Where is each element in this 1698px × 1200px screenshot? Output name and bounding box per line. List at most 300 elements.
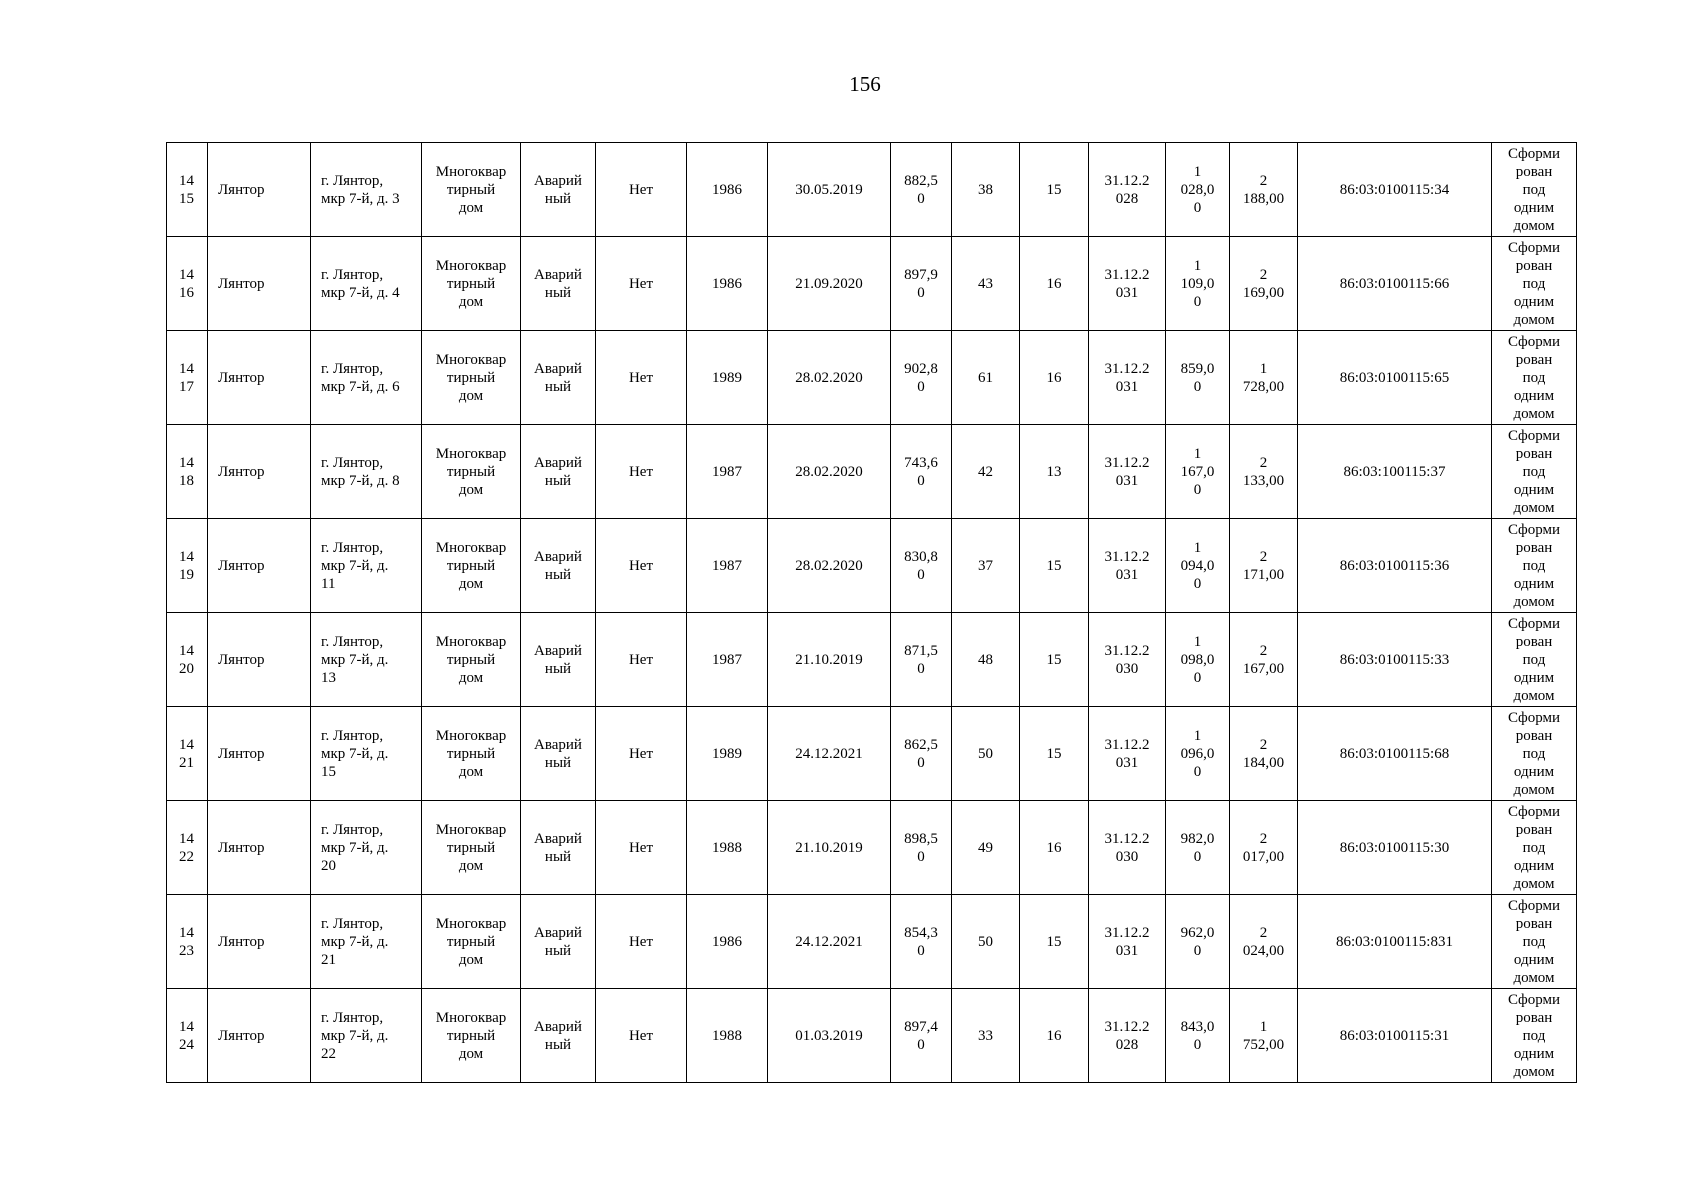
city-cell [208,707,311,801]
land-status-text: под [1522,651,1546,668]
address-cell [311,519,422,613]
apartments-cell [1020,613,1089,707]
flag-text: Нет [628,181,654,198]
condition-status-text: ный [544,1036,572,1053]
land-status-text: одним [1513,857,1555,874]
flag-cell [596,143,687,237]
apartments-cell [1020,143,1089,237]
address-text: мкр 7-й, д. [321,745,389,762]
area-cell [891,425,952,519]
city-cell [208,613,311,707]
table-row [167,143,1577,237]
residents-cell [952,143,1020,237]
residents-cell [952,331,1020,425]
address-text: мкр 7-й, д. [321,557,389,574]
city-text: Лянтор [218,463,265,480]
deadline-text: 031 [1115,566,1139,583]
deadline-cell [1089,331,1166,425]
value-b-text: 1 [1259,1018,1268,1035]
condition-status-text: Аварий [534,172,582,189]
row-number-cell [167,613,208,707]
area-text: 0 [917,848,925,865]
condition-status-cell [521,143,596,237]
building-type-text: Многоквар [435,163,507,180]
value-b-cell [1230,143,1298,237]
value-b-text: 188,00 [1242,190,1285,207]
apartments-cell [1020,425,1089,519]
address-text: 13 [321,669,336,686]
value-a-cell [1166,237,1230,331]
residents-text: 37 [978,557,993,574]
land-status-text: одним [1513,951,1555,968]
land-status-text: одним [1513,481,1555,498]
building-type-text: тирный [446,651,496,668]
residents-text: 61 [978,369,993,386]
area-text: 0 [917,942,925,959]
decision-date-text: 21.09.2020 [795,275,863,292]
land-status-text: домом [1513,969,1555,986]
city-text: Лянтор [218,839,265,856]
area-text: 0 [917,660,925,677]
address-text: 22 [321,1045,336,1062]
value-b-text: 2 [1259,642,1268,659]
value-b-cell [1230,425,1298,519]
land-status-cell [1492,425,1577,519]
building-type-text: тирный [446,463,496,480]
city-text: Лянтор [218,933,265,950]
building-type-text: тирный [446,557,496,574]
address-cell [311,331,422,425]
table-row [167,895,1577,989]
area-text: 0 [917,754,925,771]
cadastral-number-cell [1298,237,1492,331]
condition-status-text: Аварий [534,266,582,283]
apartments-cell [1020,519,1089,613]
land-status-text: рован [1515,445,1553,462]
address-cell [311,143,422,237]
value-b-cell [1230,519,1298,613]
year-built-cell [687,707,768,801]
flag-text: Нет [628,463,654,480]
land-status-text: одним [1513,575,1555,592]
decision-date-text: 01.03.2019 [795,1027,863,1044]
row-number-cell [167,143,208,237]
row-number-cell [167,895,208,989]
decision-date-text: 28.02.2020 [795,463,863,480]
year-built-text: 1986 [712,181,742,198]
residents-cell [952,895,1020,989]
apartments-cell [1020,237,1089,331]
condition-status-text: Аварий [534,924,582,941]
address-text: мкр 7-й, д. [321,651,389,668]
flag-text: Нет [628,275,654,292]
year-built-text: 1987 [712,557,742,574]
area-cell [891,801,952,895]
building-type-text: тирный [446,181,496,198]
land-status-cell [1492,801,1577,895]
table-row [167,425,1577,519]
apartments-text: 15 [1046,181,1062,198]
cadastral-number-text: 86:03:0100115:65 [1339,369,1450,386]
decision-date-cell [768,331,891,425]
area-text: 743,6 [904,454,938,471]
residents-text: 50 [978,933,993,950]
condition-status-cell [521,519,596,613]
condition-status-text: ный [544,848,572,865]
condition-status-text: ный [544,472,572,489]
deadline-text: 031 [1115,472,1139,489]
row-number-text: 14 [179,1018,194,1035]
city-cell [208,237,311,331]
building-type-text: дом [458,293,484,310]
deadline-text: 031 [1115,754,1139,771]
value-a-cell [1166,519,1230,613]
value-b-text: 728,00 [1242,378,1285,395]
value-a-cell [1166,425,1230,519]
row-number-text: 14 [179,548,194,565]
land-status-cell [1492,707,1577,801]
apartments-text: 16 [1046,1027,1062,1044]
flag-cell [596,613,687,707]
building-type-text: дом [458,481,484,498]
row-number-text: 21 [179,754,194,771]
deadline-cell [1089,143,1166,237]
apartments-text: 15 [1046,933,1062,950]
land-status-text: под [1522,463,1546,480]
land-status-cell [1492,237,1577,331]
apartments-text: 13 [1046,463,1062,480]
deadline-text: 030 [1115,848,1139,865]
year-built-text: 1989 [712,369,742,386]
land-status-text: рован [1515,727,1553,744]
cadastral-number-cell [1298,331,1492,425]
value-b-text: 2 [1259,454,1268,471]
value-a-text: 0 [1193,669,1202,686]
land-status-cell [1492,895,1577,989]
apartments-cell [1020,989,1089,1083]
land-status-text: одним [1513,199,1555,216]
condition-status-cell [521,895,596,989]
building-type-cell [422,989,521,1083]
value-a-text: 1 [1193,445,1202,462]
address-text: 21 [321,951,336,968]
area-cell [891,895,952,989]
address-text: мкр 7-й, д. 6 [321,378,400,395]
city-cell [208,143,311,237]
deadline-text: 31.12.2 [1104,548,1150,565]
year-built-cell [687,989,768,1083]
flag-cell [596,895,687,989]
flag-text: Нет [628,839,654,856]
cadastral-number-cell [1298,143,1492,237]
decision-date-cell [768,613,891,707]
row-number-text: 15 [179,190,194,207]
value-a-text: 0 [1193,848,1202,865]
condition-status-cell [521,425,596,519]
address-text: мкр 7-й, д. [321,1027,389,1044]
apartments-text: 16 [1046,369,1062,386]
deadline-text: 028 [1115,1036,1139,1053]
area-text: 0 [917,378,925,395]
land-status-text: под [1522,557,1546,574]
area-cell [891,989,952,1083]
apartments-text: 16 [1046,839,1062,856]
area-cell [891,331,952,425]
building-type-text: тирный [446,745,496,762]
deadline-text: 031 [1115,284,1139,301]
building-type-text: дом [458,763,484,780]
flag-cell [596,237,687,331]
building-type-cell [422,331,521,425]
decision-date-text: 21.10.2019 [795,839,863,856]
row-number-text: 14 [179,642,194,659]
land-status-text: домом [1513,875,1555,892]
apartments-cell [1020,331,1089,425]
building-type-cell [422,801,521,895]
area-cell [891,707,952,801]
value-a-cell [1166,801,1230,895]
land-status-text: рован [1515,163,1553,180]
year-built-cell [687,801,768,895]
value-b-text: 2 [1259,266,1268,283]
address-text: мкр 7-й, д. [321,933,389,950]
building-type-cell [422,425,521,519]
value-a-text: 0 [1193,199,1202,216]
year-built-cell [687,331,768,425]
address-cell [311,425,422,519]
area-text: 902,8 [904,360,938,377]
building-type-text: дом [458,575,484,592]
decision-date-cell [768,895,891,989]
cadastral-number-text: 86:03:0100115:68 [1339,745,1450,762]
condition-status-text: Аварий [534,548,582,565]
value-a-text: 094,0 [1180,557,1215,574]
year-built-text: 1986 [712,275,742,292]
value-a-text: 1 [1193,727,1202,744]
value-b-text: 2 [1259,736,1268,753]
table-row [167,801,1577,895]
value-a-text: 0 [1193,575,1202,592]
deadline-text: 31.12.2 [1104,172,1150,189]
value-a-text: 1 [1193,633,1202,650]
cadastral-number-cell [1298,707,1492,801]
land-status-text: одним [1513,763,1555,780]
residents-cell [952,613,1020,707]
value-b-cell [1230,989,1298,1083]
area-text: 854,3 [904,924,938,941]
value-a-text: 109,0 [1180,275,1215,292]
address-text: г. Лянтор, [321,915,384,932]
cadastral-number-text: 86:03:0100115:66 [1339,275,1450,292]
row-number-cell [167,331,208,425]
value-a-text: 0 [1193,481,1202,498]
value-b-text: 2 [1259,924,1268,941]
flag-text: Нет [628,651,654,668]
deadline-cell [1089,519,1166,613]
land-status-text: Сформи [1507,427,1561,444]
land-status-cell [1492,143,1577,237]
year-built-text: 1989 [712,745,742,762]
address-text: г. Лянтор, [321,266,384,283]
building-type-text: тирный [446,275,496,292]
value-a-text: 098,0 [1180,651,1215,668]
row-number-text: 24 [179,1036,194,1053]
value-b-text: 133,00 [1242,472,1285,489]
year-built-cell [687,613,768,707]
deadline-text: 31.12.2 [1104,830,1150,847]
land-status-text: рован [1515,915,1553,932]
condition-status-text: Аварий [534,830,582,847]
deadline-text: 31.12.2 [1104,266,1150,283]
land-status-text: под [1522,933,1546,950]
land-status-text: Сформи [1507,333,1561,350]
deadline-cell [1089,237,1166,331]
land-status-cell [1492,519,1577,613]
building-type-cell [422,519,521,613]
year-built-text: 1988 [712,1027,742,1044]
land-status-text: домом [1513,593,1555,610]
apartments-cell [1020,707,1089,801]
condition-status-text: Аварий [534,454,582,471]
row-number-cell [167,989,208,1083]
value-b-cell [1230,613,1298,707]
row-number-cell [167,519,208,613]
city-cell [208,519,311,613]
value-a-text: 0 [1193,1036,1202,1053]
value-b-text: 017,00 [1242,848,1285,865]
address-text: мкр 7-й, д. 4 [321,284,400,301]
area-cell [891,519,952,613]
value-a-cell [1166,989,1230,1083]
address-text: 20 [321,857,336,874]
value-b-cell [1230,331,1298,425]
deadline-cell [1089,613,1166,707]
decision-date-cell [768,425,891,519]
address-text: мкр 7-й, д. [321,839,389,856]
row-number-cell [167,237,208,331]
year-built-cell [687,425,768,519]
cadastral-number-text: 86:03:0100115:30 [1339,839,1450,856]
condition-status-text: Аварий [534,736,582,753]
condition-status-cell [521,801,596,895]
condition-status-text: Аварий [534,360,582,377]
value-b-text: 184,00 [1242,754,1285,771]
deadline-text: 31.12.2 [1104,454,1150,471]
land-status-text: рован [1515,633,1553,650]
deadline-cell [1089,895,1166,989]
year-built-text: 1987 [712,651,742,668]
decision-date-cell [768,989,891,1083]
address-cell [311,707,422,801]
value-a-text: 843,0 [1180,1018,1215,1035]
row-number-cell [167,801,208,895]
value-a-cell [1166,707,1230,801]
cadastral-number-cell [1298,613,1492,707]
decision-date-cell [768,143,891,237]
row-number-text: 14 [179,360,194,377]
land-status-text: домом [1513,311,1555,328]
value-a-cell [1166,895,1230,989]
year-built-text: 1986 [712,933,742,950]
apartments-text: 15 [1046,651,1062,668]
flag-text: Нет [628,933,654,950]
condition-status-cell [521,707,596,801]
condition-status-text: ный [544,754,572,771]
row-number-cell [167,707,208,801]
deadline-text: 030 [1115,660,1139,677]
row-number-text: 14 [179,454,194,471]
building-type-text: тирный [446,933,496,950]
flag-cell [596,801,687,895]
building-type-text: Многоквар [435,539,507,556]
city-text: Лянтор [218,651,265,668]
address-text: мкр 7-й, д. 8 [321,472,400,489]
table-row [167,707,1577,801]
value-a-text: 0 [1193,293,1202,310]
building-type-text: дом [458,669,484,686]
area-text: 862,5 [904,736,938,753]
land-status-text: одним [1513,293,1555,310]
decision-date-text: 28.02.2020 [795,369,863,386]
city-text: Лянтор [218,1027,265,1044]
area-text: 0 [917,1036,925,1053]
condition-status-cell [521,989,596,1083]
apartments-cell [1020,801,1089,895]
building-type-text: тирный [446,369,496,386]
deadline-text: 31.12.2 [1104,924,1150,941]
value-b-cell [1230,801,1298,895]
value-a-text: 1 [1193,163,1202,180]
building-type-text: Многоквар [435,633,507,650]
flag-cell [596,989,687,1083]
year-built-text: 1987 [712,463,742,480]
building-type-cell [422,143,521,237]
value-a-cell [1166,331,1230,425]
apartments-text: 15 [1046,745,1062,762]
year-built-cell [687,237,768,331]
value-b-text: 024,00 [1242,942,1285,959]
decision-date-text: 24.12.2021 [795,745,863,762]
cadastral-number-text: 86:03:100115:37 [1343,463,1446,480]
value-b-text: 171,00 [1242,566,1285,583]
condition-status-text: ный [544,378,572,395]
land-status-text: домом [1513,405,1555,422]
row-number-text: 14 [179,830,194,847]
address-text: мкр 7-й, д. 3 [321,190,400,207]
deadline-text: 31.12.2 [1104,360,1150,377]
table-row [167,331,1577,425]
table-row [167,519,1577,613]
land-status-text: домом [1513,217,1555,234]
cadastral-number-cell [1298,519,1492,613]
residents-cell [952,707,1020,801]
value-a-text: 0 [1193,763,1202,780]
building-type-text: Многоквар [435,351,507,368]
area-text: 0 [917,284,925,301]
city-cell [208,801,311,895]
value-a-text: 962,0 [1180,924,1215,941]
building-type-text: тирный [446,1027,496,1044]
value-a-text: 028,0 [1180,181,1215,198]
cadastral-number-cell [1298,425,1492,519]
cadastral-number-cell [1298,989,1492,1083]
cadastral-number-text: 86:03:0100115:831 [1336,933,1453,950]
land-status-text: под [1522,1027,1546,1044]
building-type-text: Многоквар [435,1009,507,1026]
cadastral-number-text: 86:03:0100115:33 [1339,651,1450,668]
building-type-text: дом [458,199,484,216]
apartments-cell [1020,895,1089,989]
